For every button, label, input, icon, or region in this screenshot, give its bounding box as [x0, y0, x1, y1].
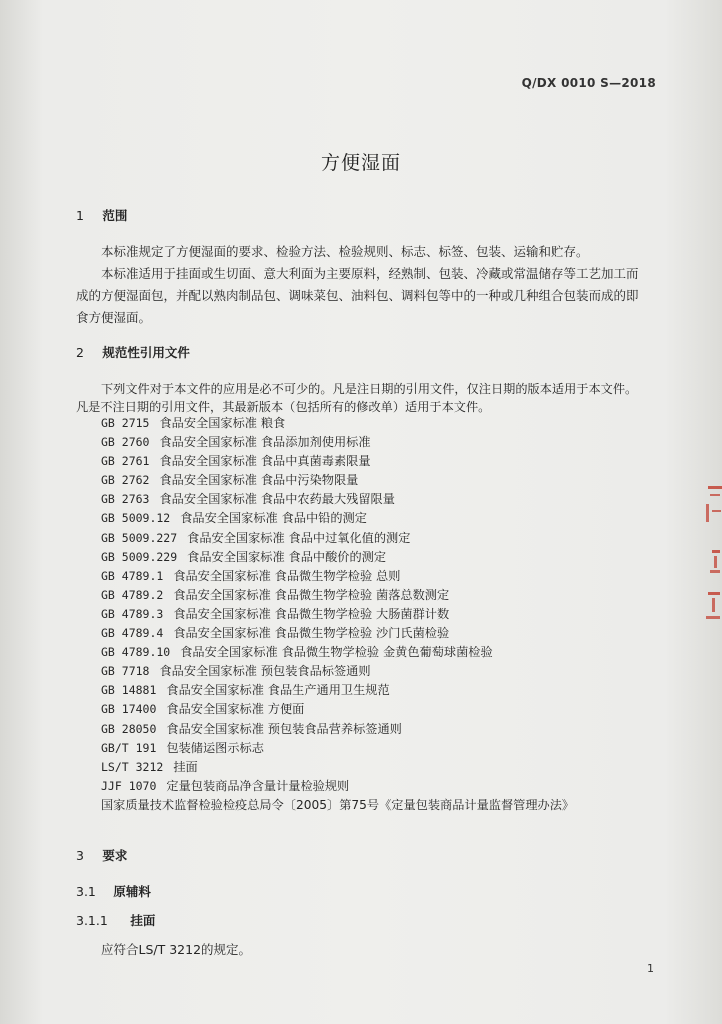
- section-3-1-1-heading: [76, 911, 155, 929]
- reference-item: [101, 796, 574, 815]
- reference-item: [101, 548, 574, 567]
- reference-item: [101, 758, 574, 777]
- reference-code: GB 5009.12: [101, 511, 171, 526]
- reference-item: [101, 681, 574, 700]
- page-number: 1: [647, 962, 654, 975]
- reference-title: 食品安全国家标准 食品微生物学检验 金黄色葡萄球菌检验: [180, 645, 493, 660]
- reference-code: GB 14881: [101, 683, 157, 698]
- reference-title: 挂面: [173, 759, 198, 774]
- reference-code: GB 7718: [101, 664, 150, 679]
- reference-title: 食品安全国家标准 粮食: [159, 416, 286, 430]
- normative-references-list: [101, 414, 574, 815]
- section-number: 2: [76, 345, 84, 360]
- reference-code: GB 5009.227: [101, 530, 178, 545]
- reference-item: [101, 452, 574, 471]
- reference-title: 定量包装商品净含量计量检验规则: [166, 778, 350, 793]
- reference-code: GB/T 191: [101, 740, 157, 755]
- reference-item: [101, 739, 574, 758]
- scope-paragraph-2-line-3: 食方便湿面。: [76, 310, 152, 325]
- reference-item: [101, 414, 574, 433]
- reference-title: 食品安全国家标准 预包装食品营养标签通则: [166, 721, 402, 736]
- reference-item: [101, 720, 574, 739]
- reference-item: [101, 624, 574, 643]
- reference-title: 《定量包装商品计量监督管理办法》: [379, 797, 575, 812]
- reference-item: [101, 662, 574, 681]
- reference-item: [101, 433, 574, 452]
- reference-item: [101, 490, 574, 509]
- reference-title: 食品安全国家标准 预包装食品标签通则: [159, 664, 371, 679]
- reference-item: [101, 529, 574, 548]
- scope-paragraph-1: 本标准规定了方便湿面的要求、检验方法、检验规则、标志、标签、包装、运输和贮存。: [101, 244, 589, 259]
- reference-item: [101, 567, 574, 586]
- reference-title: 食品安全国家标准 食品微生物学检验 沙门氏菌检验: [173, 626, 450, 641]
- section-number: 1: [76, 208, 84, 223]
- reference-code: GB 2715: [101, 416, 150, 430]
- reference-title: 食品安全国家标准 食品生产通用卫生规范: [166, 683, 390, 698]
- reference-title: 食品安全国家标准 食品微生物学检验 菌落总数测定: [173, 587, 450, 602]
- reference-item: [101, 586, 574, 605]
- section-number: 3.1: [76, 884, 96, 899]
- reference-item: [101, 643, 574, 662]
- reference-code: GB 5009.229: [101, 549, 178, 564]
- reference-title: 食品安全国家标准 食品中过氧化值的测定: [187, 530, 411, 545]
- section-title: 原辅料: [113, 884, 151, 899]
- section-title: 要求: [102, 848, 128, 863]
- reference-item: [101, 471, 574, 490]
- scope-paragraph-2-line-1: 本标准适用于挂面或生切面、意大利面为主要原料，经熟制、包装、冷藏或常温储存等工艺加工而: [101, 266, 639, 281]
- reference-title: 食品安全国家标准 食品中农药最大残留限量: [159, 492, 395, 507]
- reference-code: GB 4789.10: [101, 645, 171, 660]
- section-3-heading: [76, 846, 127, 864]
- reference-code: GB 2762: [101, 473, 150, 488]
- reference-code: GB 2763: [101, 492, 150, 507]
- reference-title: 食品安全国家标准 食品微生物学检验 总则: [173, 568, 401, 583]
- reference-code: 国家质量技术监督检验检疫总局令〔2005〕第75号: [101, 797, 380, 812]
- section-1-heading: [76, 206, 127, 224]
- reference-item: [101, 509, 574, 528]
- reference-code: GB 4789.3: [101, 606, 164, 621]
- section-number: 3: [76, 848, 84, 863]
- section-3-1-heading: [76, 882, 151, 900]
- section-number: 3.1.1: [76, 913, 108, 928]
- standard-code: Q/DX 0010 S—2018: [521, 76, 656, 90]
- reference-code: GB 4789.1: [101, 568, 164, 583]
- reference-title: 食品安全国家标准 食品添加剂使用标准: [159, 435, 371, 450]
- scope-paragraph-2-line-2: 成的方便湿面包，并配以熟肉制品包、调味菜包、油料包、调料包等中的一种或几种组合包装而成的即: [76, 288, 639, 303]
- reference-code: GB 4789.2: [101, 587, 164, 602]
- section-title: 规范性引用文件: [102, 345, 190, 360]
- section-title: 范围: [102, 208, 128, 223]
- page-title: 方便湿面: [320, 152, 401, 174]
- reference-code: LS/T 3212: [101, 759, 164, 774]
- section-title: 挂面: [130, 913, 156, 928]
- reference-item: [101, 605, 574, 624]
- reference-code: GB 28050: [101, 721, 157, 736]
- section-2-heading: [76, 343, 190, 361]
- reference-title: 食品安全国家标准 食品中真菌毒素限量: [159, 454, 371, 469]
- references-intro-line-1: 下列文件对于本文件的应用是必不可少的。凡是注日期的引用文件，仅注日期的版本适用于本文件。: [101, 382, 638, 396]
- reference-title: 食品安全国家标准 食品中污染物限量: [159, 473, 359, 488]
- reference-item: [101, 700, 574, 719]
- reference-code: GB 4789.4: [101, 626, 164, 641]
- red-seal-stamp: [700, 480, 722, 630]
- reference-title: 包装储运图示标志: [166, 740, 264, 755]
- reference-code: GB 2761: [101, 454, 150, 469]
- reference-title: 食品安全国家标准 食品中酸价的测定: [187, 549, 387, 564]
- references-intro-line-2: 凡是不注日期的引用文件，其最新版本（包括所有的修改单）适用于本文件。: [76, 400, 491, 414]
- reference-title: 食品安全国家标准 食品微生物学检验 大肠菌群计数: [173, 606, 450, 621]
- reference-title: 食品安全国家标准 方便面: [166, 702, 305, 717]
- requirement-text: 应符合LS/T 3212的规定。: [101, 942, 252, 957]
- reference-code: JJF 1070: [101, 778, 157, 793]
- reference-code: GB 17400: [101, 702, 157, 717]
- reference-item: [101, 777, 574, 796]
- reference-title: 食品安全国家标准 食品中铅的测定: [180, 511, 367, 526]
- reference-code: GB 2760: [101, 435, 150, 450]
